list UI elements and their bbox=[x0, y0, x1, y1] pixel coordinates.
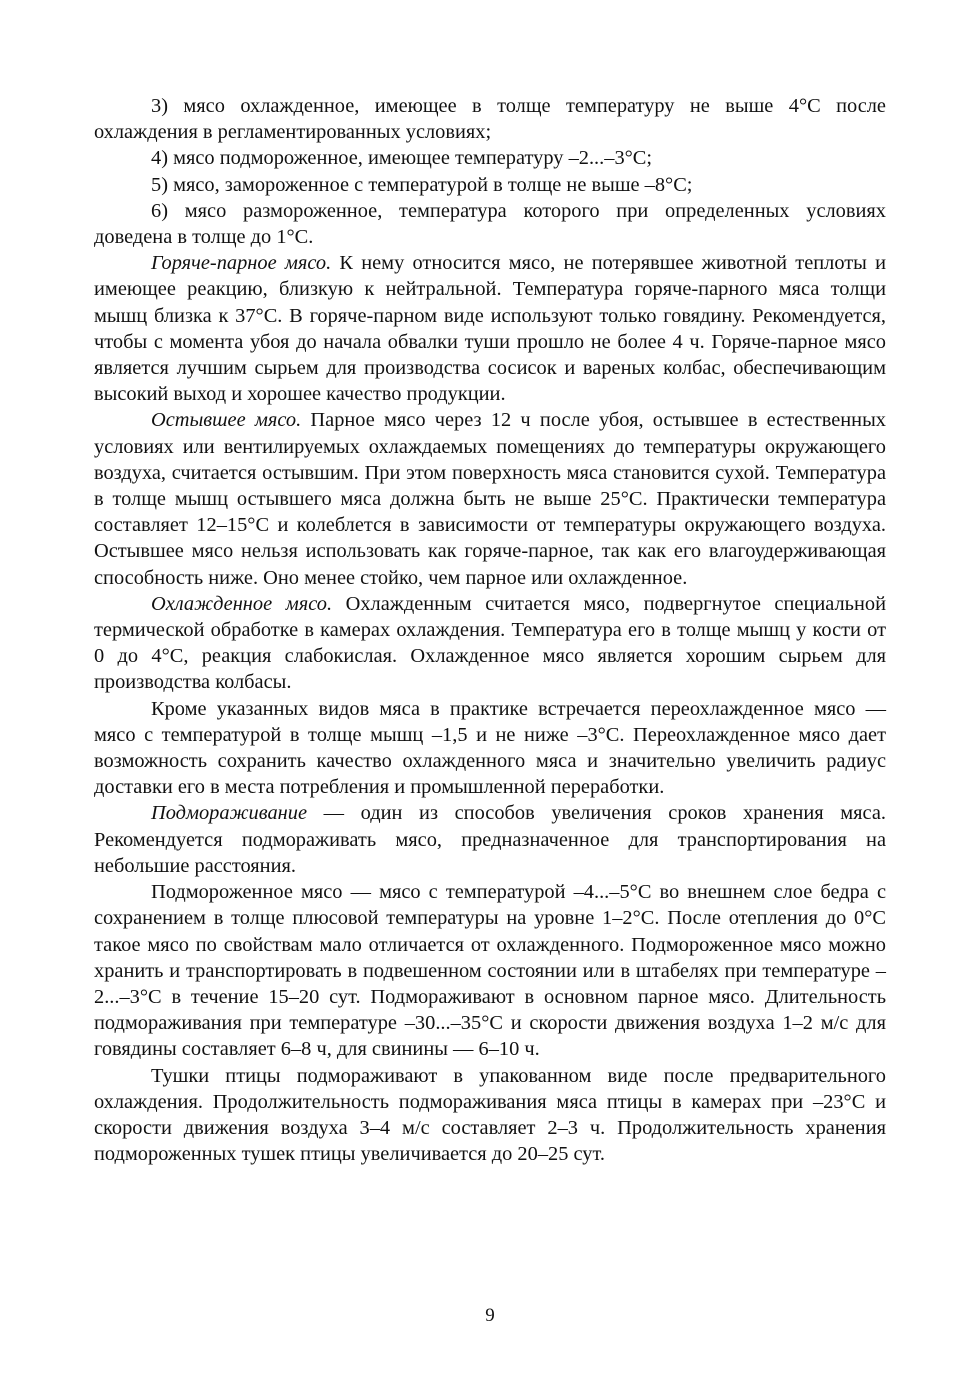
paragraph-text: 3) мясо охлажденное, имеющее в толще температуру не выше 4°С после охлаждения в регламентированных условиях; bbox=[94, 95, 886, 144]
paragraph-chilled-meat-item bbox=[94, 93, 886, 145]
paragraph-text: 5) мясо, замороженное с температурой в толще не выше –8°С; bbox=[151, 173, 693, 196]
paragraph-term: Подмораживание bbox=[151, 802, 307, 825]
paragraph-text: — один из способов увеличения сроков хранения мяса. Рекомендуется подмораживать мясо, предназначенное для транспортирования на небольшие расстояния. bbox=[94, 802, 886, 877]
paragraph-text: Подмороженное мясо — мясо с температурой –4...–5°С во внешнем слое бедра с сохранением в толще плюсовой температуры на уровне 1–2°С. После отепления до 0°С такое мясо по свойствам мало отличается от охлажденного. Подмороженное мясо можно хранить и транспортировать в подвешенном состоянии или в штабелях при температуре –2...–3°С в течение 15–20 сут. Подмораживают в основном парное мясо. Длительность подмораживания при температуре –30...–35°С и скорости движения воздуха 1–2 м/с для говядины составляет 6–8 ч, для свинины — 6–10 ч. bbox=[94, 881, 886, 1061]
paragraph-term: Остывшее мясо. bbox=[151, 409, 302, 432]
paragraph-text: Охлажденным считается мясо, подвергнутое специальной термической обработке в камерах охлаждения. Температура его в толще мышц у кости от 0 до 4°С, реакция слабокислая. Охлажденное мясо является хорошим сырьем для производства колбасы. bbox=[94, 592, 886, 694]
paragraph-chilled-meat bbox=[94, 591, 886, 696]
paragraph-term: Горяче-парное мясо. bbox=[151, 252, 332, 275]
paragraph-text: Парное мясо через 12 ч после убоя, остывшее в естественных условиях или вентилируемых охлаждаемых помещениях до температуры окружающего воздуха, считается остывшим. При этом поверхность мяса становится сухой. Температура в толще мышц остывшего мяса должна быть не выше 25°С. Практически температура составляет 12–15°С и колеблется в зависимости от температуры окружающего воздуха. Остывшее мясо нельзя использовать как горяче-парное, так как его влагоудерживающая способность ниже. Оно менее стойко, чем парное или охлажденное. bbox=[94, 409, 886, 589]
paragraph-term: Охлажденное мясо. bbox=[151, 592, 333, 615]
paragraph-subfrozen-meat bbox=[94, 879, 886, 1062]
paragraph-poultry bbox=[94, 1063, 886, 1168]
paragraph-text: Тушки птицы подмораживают в упакованном виде после предварительного охлаждения. Продолжительность подмораживания мяса птицы в камерах при –23°С и скорости движения воздуха 3–4 м/с составляет 2–3 ч. Продолжительность хранения подмороженных тушек птицы увеличивается до 20–25 сут. bbox=[94, 1064, 886, 1166]
paragraph-text: 6) мясо размороженное, температура которого при определенных условиях доведена в толще до 1°С. bbox=[94, 199, 886, 249]
paragraph-cooled-meat bbox=[94, 407, 886, 590]
page-number: 9 bbox=[485, 1305, 495, 1326]
paragraph-text: Кроме указанных видов мяса в практике встречается переохлажденное мясо — мясо с температурой в толще мышц –1,5 и не ниже –3°С. Переохлажденное мясо дает возможность сохранить качество охлажденного мяса и значительно увеличить радиус доставки его в места потребления и промышленной переработки. bbox=[94, 697, 886, 799]
paragraph-subfreezing bbox=[94, 800, 886, 879]
paragraph-hot-boned-meat bbox=[94, 250, 886, 407]
paragraph-text: 4) мясо подмороженное, имеющее температуру –2...–3°С; bbox=[151, 147, 653, 170]
paragraph-frozen-meat-item bbox=[94, 172, 886, 198]
paragraph-thawed-meat-item bbox=[94, 198, 886, 250]
paragraph-supercooled-meat bbox=[94, 696, 886, 801]
paragraph-subfrozen-meat-item bbox=[94, 145, 886, 171]
page-body bbox=[94, 93, 886, 1167]
paragraph-text: К нему относится мясо, не потерявшее животной теплоты и имеющее реакцию, близкую к нейтральной. Температура горяче-парного мяса толщи мышц близка к 37°С. В горяче-парном виде используют только говядину. Рекомендуется, чтобы с момента убоя до начала обвалки туши прошло не более 4 ч. Горяче-парное мясо является лучшим сырьем для производства сосисок и вареных колбас, обеспечивающим высокий выход и хорошее качество продукции. bbox=[94, 252, 886, 406]
